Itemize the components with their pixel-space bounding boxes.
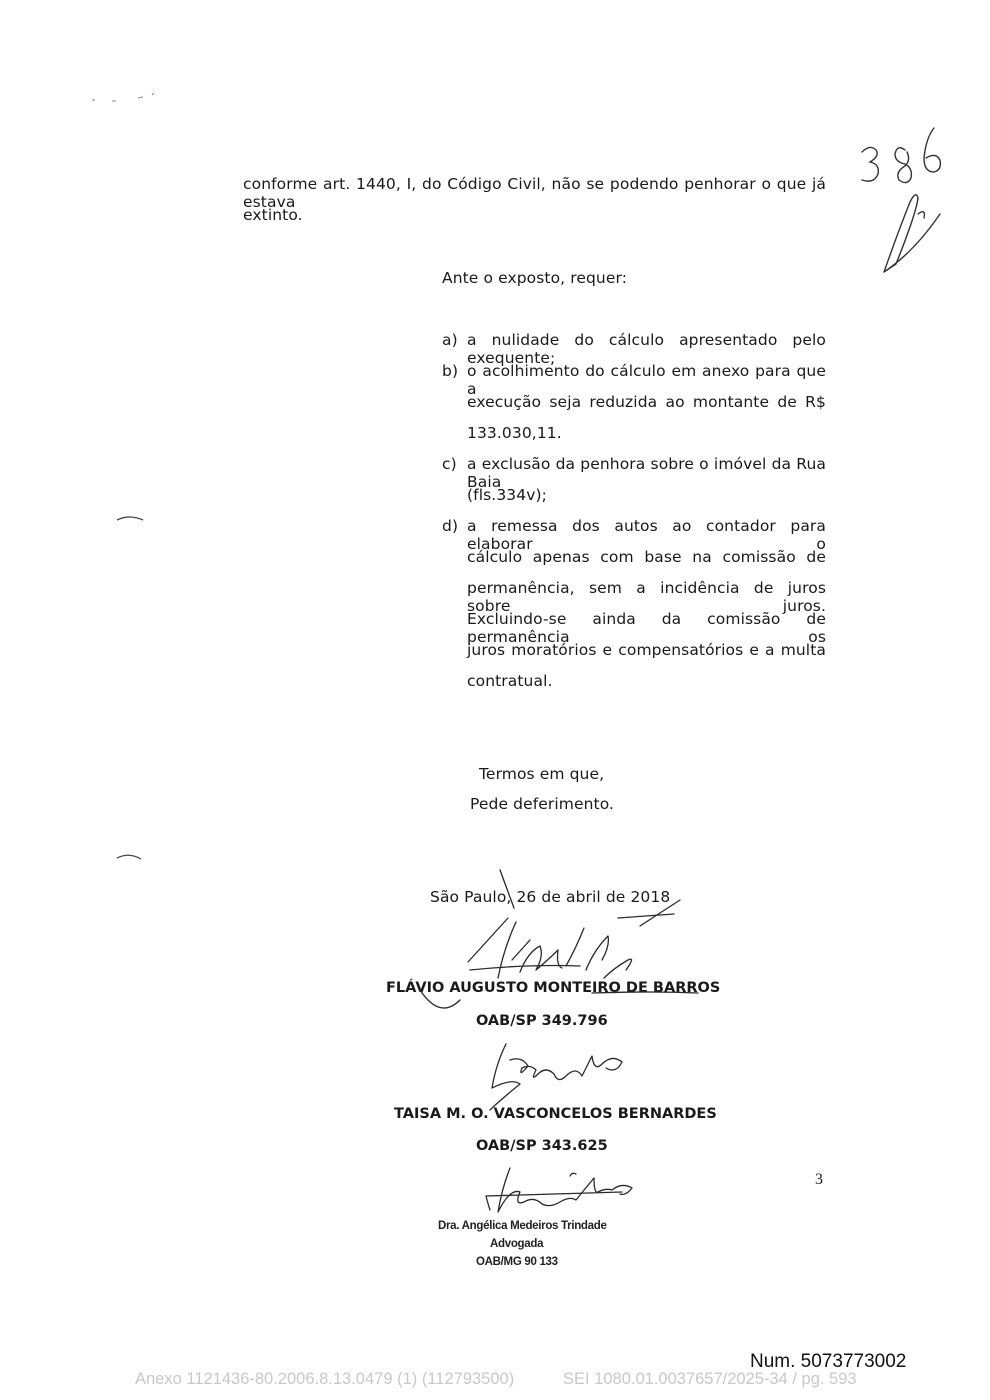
list-item-line: o acolhimento do cálculo em anexo para que a <box>467 362 826 398</box>
date-place: São Paulo, 26 de abril de 2018 <box>430 888 671 906</box>
list-item-line: 133.030,11. <box>467 424 562 442</box>
annex-reference: Anexo 1121436-80.2006.8.13.0479 (1) (112793500) <box>135 1370 515 1388</box>
stamp-name: Dra. Angélica Medeiros Trindade <box>438 1220 607 1232</box>
signatory-oab: OAB/SP 349.796 <box>476 1013 608 1029</box>
requests-intro: Ante o exposto, requer: <box>442 269 628 287</box>
sei-reference: SEI 1080.01.0037657/2025-34 / pg. 593 <box>563 1370 857 1388</box>
list-item-line: (fls.334v); <box>467 486 547 504</box>
list-item-line: Excluindo-se ainda da comissão de permanência os <box>467 610 826 646</box>
list-item-line: permanência, sem a incidência de juros sobre juros. <box>467 579 826 615</box>
list-letter: a) <box>442 331 458 349</box>
list-item-line: contratual. <box>467 672 553 690</box>
list-item-line: a exclusão da penhora sobre o imóvel da Rua Baia <box>467 455 826 491</box>
stamp-title: Advogada <box>490 1238 544 1250</box>
paragraph-line: extinto. <box>243 206 303 224</box>
list-letter: c) <box>442 455 457 473</box>
signatory-name: FLÁVIO AUGUSTO MONTEIRO DE BARROS <box>386 980 721 996</box>
closing-line: Termos em que, <box>479 765 605 783</box>
list-item-line: cálculo apenas com base na comissão de <box>467 548 826 566</box>
list-item-line: a nulidade do cálculo apresentado pelo exequente; <box>467 331 826 367</box>
document-number: Num. 5073773002 <box>750 1351 907 1372</box>
closing-line: Pede deferimento. <box>470 795 615 813</box>
list-letter: d) <box>442 517 459 535</box>
signatory-oab: OAB/SP 343.625 <box>476 1138 608 1154</box>
paragraph-line: conforme art. 1440, I, do Código Civil, não se podendo penhorar o que já estava <box>243 175 826 211</box>
list-letter: b) <box>442 362 459 380</box>
signatory-name: TAISA M. O. VASCONCELOS BERNARDES <box>394 1106 717 1122</box>
stamp-oab: OAB/MG 90 133 <box>476 1256 558 1268</box>
list-item-line: execução seja reduzida ao montante de R$ <box>467 393 826 411</box>
page-number: 3 <box>815 1171 823 1188</box>
list-item-line: juros moratórios e compensatórios e a multa <box>467 641 826 659</box>
list-item-line: a remessa dos autos ao contador para elaborar o <box>467 517 826 553</box>
